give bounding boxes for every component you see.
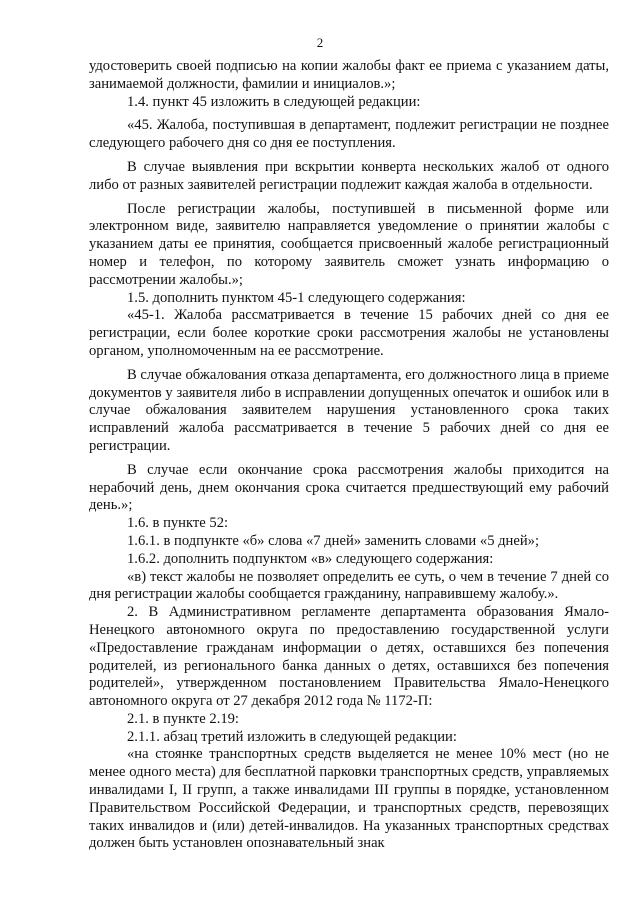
paragraph: «на стоянке транспортных средств выделяется не менее 10% мест (но не менее одного места) для бесплатной парковки транспортных средств, управляемых инвалидами I, II групп, а также инвалидами III группы в порядке, установленном Правительством Российской Федерации, и транспортных средств, перевозящих таких инвалидов и (или) детей-инвалидов. На указанных транспортных средствах должен быть установлен опознавательный знак bbox=[89, 746, 609, 852]
document-body bbox=[89, 58, 609, 853]
paragraph: 1.6. в пункте 52: bbox=[127, 515, 229, 532]
paragraph: 1.6.2. дополнить подпунктом «в» следующего содержания: bbox=[127, 550, 494, 567]
page-number: 2 bbox=[316, 35, 324, 50]
paragraph: После регистрации жалобы, поступившей в письменной форме или электронном виде, заявителю направляется уведомление о принятии жалобы с указанием даты ее принятия, сообщается присвоенный жалобе регистрационный номер и телефон, по которому заявитель сможет узнать информацию о рассмотрении жалобы.»; bbox=[89, 200, 609, 288]
paragraph: В случае выявления при вскрытии конверта нескольких жалоб от одного либо от разных заявителей регистрации подлежит каждая жалоба в отдельности. bbox=[89, 158, 609, 193]
paragraph: 2. В Административном регламенте департамента образования Ямало-Ненецкого автономного округа по предоставлению государственной услуги «Предоставление гражданам информации о детях, оставшихся без попечения родителей, из регионального банка данных о детях, оставшихся без попечения родителей», утвержденном постановлением Правительства Ямало-Ненецкого автономного округа от 27 декабря 2012 года № 1172-П: bbox=[89, 604, 609, 710]
paragraph: 1.5. дополнить пунктом 45-1 следующего содержания: bbox=[127, 289, 466, 306]
paragraph: «45. Жалоба, поступившая в департамент, подлежит регистрации не позднее следующего рабочего дня со дня ее поступления. bbox=[89, 117, 609, 152]
paragraph: 1.6.1. в подпункте «б» слова «7 дней» заменить словами «5 дней»; bbox=[127, 532, 540, 549]
paragraph: «в) текст жалобы не позволяет определить ее суть, о чем в течение 7 дней со дня регистрации жалобы сообщается гражданину, направившему жалобу.». bbox=[89, 568, 609, 603]
paragraph: В случае если окончание срока рассмотрения жалобы приходится на нерабочий день, днем окончания срока считается предшествующий ему рабочий день.»; bbox=[89, 461, 609, 514]
paragraph: 2.1. в пункте 2.19: bbox=[127, 710, 239, 727]
paragraph: удостоверить своей подписью на копии жалобы факт ее приема с указанием даты, занимаемой должности, фамилии и инициалов.»; bbox=[89, 58, 609, 92]
paragraph: В случае обжалования отказа департамента, его должностного лица в приеме документов у заявителя либо в исправлении допущенных опечаток и ошибок или в случае обжалования заявителем нарушения установленного срока таких исправлений жалоба рассматривается в течение 5 рабочих дней со дня ее регистрации. bbox=[89, 366, 609, 454]
paragraph: «45-1. Жалоба рассматривается в течение 15 рабочих дней со дня ее регистрации, если более короткие сроки рассмотрения жалобы не установлены органом, уполномоченным на ее рассмотрение. bbox=[89, 307, 609, 359]
paragraph: 1.4. пункт 45 изложить в следующей редакции: bbox=[127, 93, 421, 110]
paragraph: 2.1.1. абзац третий изложить в следующей редакции: bbox=[127, 728, 457, 745]
